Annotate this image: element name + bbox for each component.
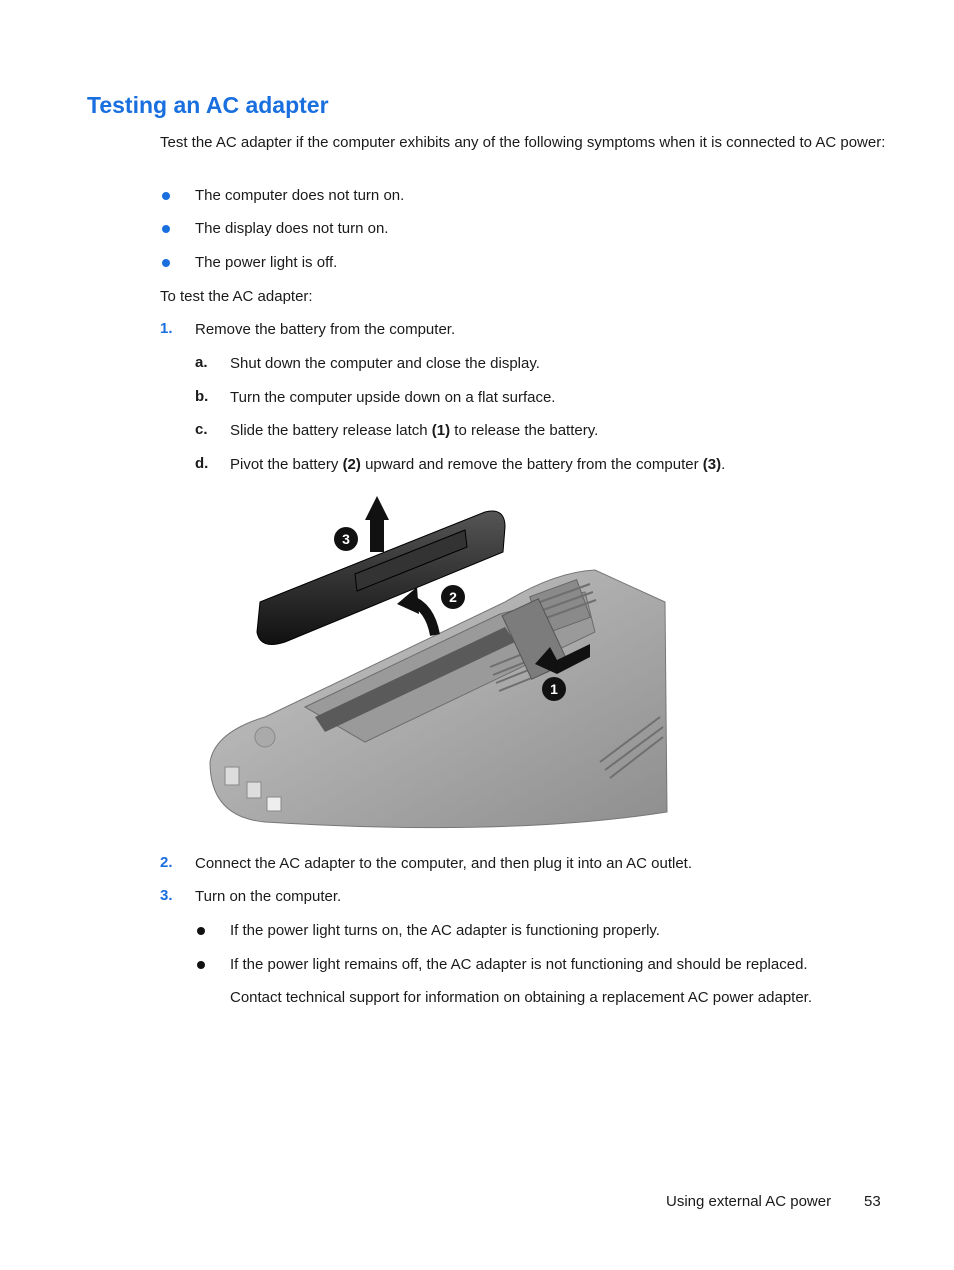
callout-label: 1 [550, 681, 558, 697]
text-segment: to release the battery. [450, 422, 599, 439]
step-number: 3. [160, 887, 173, 904]
substep-letter: a. [195, 354, 208, 371]
arrow-up-icon [365, 496, 389, 552]
text-segment: upward and remove the battery from the computer [360, 456, 703, 473]
intro-paragraph: Test the AC adapter if the computer exhibits any of the following symptoms when it is connected to AC power: [160, 134, 886, 151]
symptom-item: The display does not turn on. [195, 220, 389, 237]
text-segment: Pivot the battery [230, 456, 343, 473]
callout-ref: (1) [431, 422, 451, 439]
bullet-dot [162, 192, 170, 200]
substep-text: Turn the computer upside down on a flat surface. [230, 389, 556, 406]
symptom-item: The computer does not turn on. [195, 187, 405, 204]
bullet-dot [197, 961, 205, 969]
step-number: 1. [160, 320, 173, 337]
footer-section-title: Using external AC power [666, 1193, 832, 1210]
callout-badge-2 [441, 585, 465, 609]
callout-badge-3 [334, 527, 358, 551]
callout-ref: (2) [342, 456, 361, 473]
substep-text [230, 421, 598, 440]
text-segment: Slide the battery release latch [230, 422, 432, 439]
battery-removal-illustration [205, 492, 675, 832]
symptom-item: The power light is off. [195, 254, 338, 271]
bullet-dot [162, 259, 170, 267]
bullet-dot [162, 225, 170, 233]
substep-letter: b. [195, 388, 209, 405]
substep-text [230, 455, 725, 474]
arrow-curved-icon [397, 587, 435, 635]
callout-label: 3 [342, 531, 350, 547]
contact-note: Contact technical support for information on obtaining a replacement AC power adapter. [230, 989, 813, 1006]
callout-label: 2 [449, 589, 457, 605]
step-text: Turn on the computer. [195, 888, 342, 905]
result-item: If the power light turns on, the AC adapter is functioning properly. [230, 922, 660, 939]
result-item: If the power light remains off, the AC adapter is not functioning and should be replaced. [230, 956, 808, 973]
step-text: Connect the AC adapter to the computer, and then plug it into an AC outlet. [195, 855, 692, 872]
text-segment: . [721, 456, 726, 473]
substep-text: Shut down the computer and close the display. [230, 355, 540, 372]
substep-letter: c. [195, 421, 208, 438]
step-text: Remove the battery from the computer. [195, 321, 456, 338]
callout-badge-1 [542, 677, 566, 701]
procedure-lead: To test the AC adapter: [160, 288, 313, 305]
page-number: 53 [864, 1193, 881, 1210]
callout-ref: (3) [702, 456, 722, 473]
section-heading: Testing an AC adapter [87, 92, 329, 118]
substep-letter: d. [195, 455, 209, 472]
bullet-dot [197, 927, 205, 935]
step-number: 2. [160, 854, 173, 871]
